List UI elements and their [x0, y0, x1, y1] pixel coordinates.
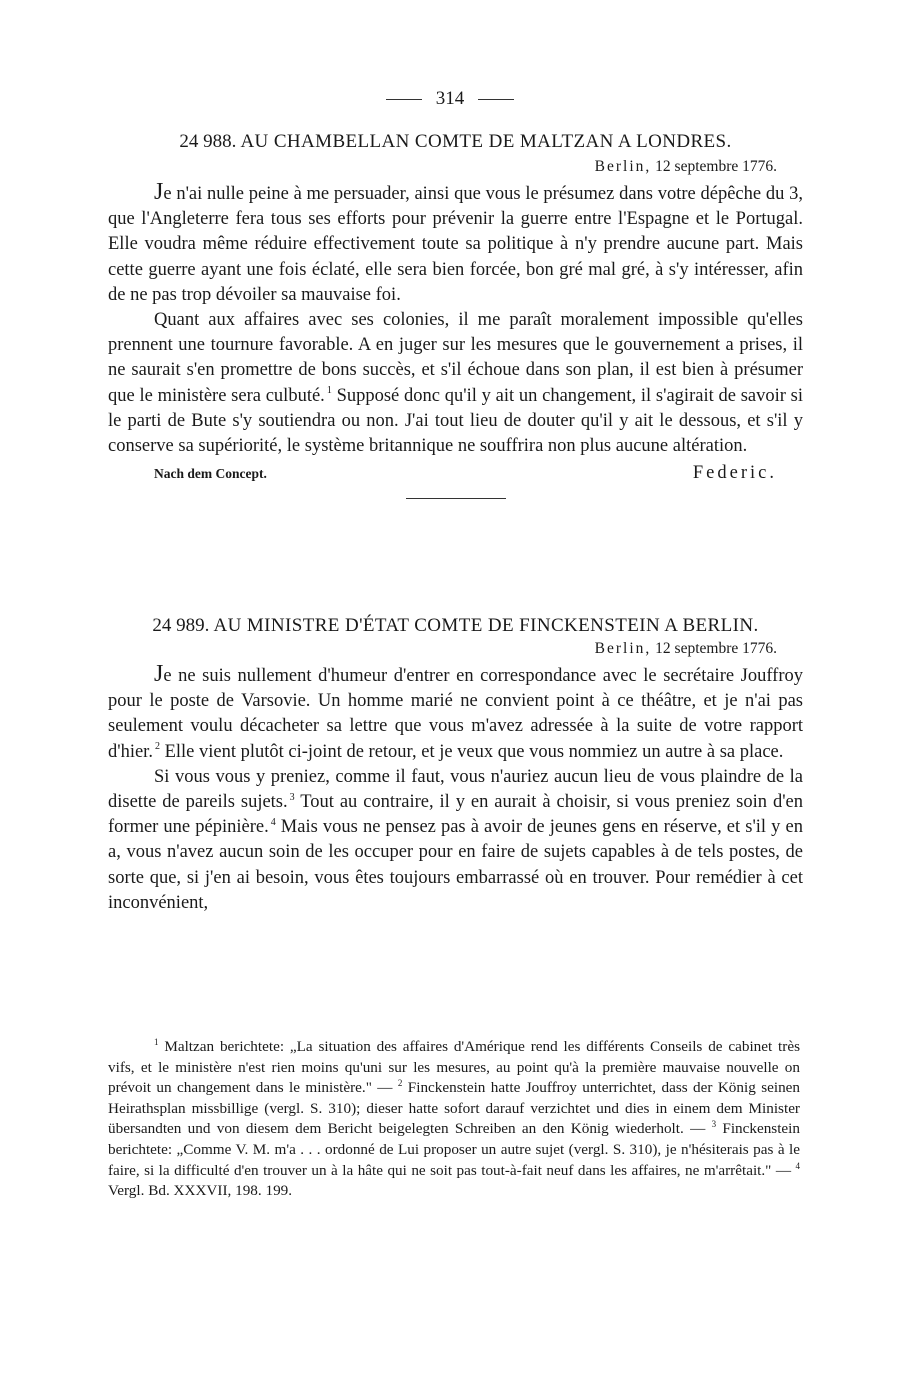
- page-number-dash-right: [478, 99, 514, 100]
- page-number: 314: [435, 88, 465, 109]
- signature-line: [108, 463, 803, 484]
- page-number-dash-left: [386, 99, 422, 100]
- footnote-text: Vergl. Bd. XXXVII, 198. 199.: [108, 1182, 293, 1200]
- letter-addressee: AU CHAMBELLAN COMTE DE MALTZAN A LONDRES.: [240, 131, 732, 152]
- letter-number: 24 989.: [152, 615, 210, 636]
- paragraph-text: e n'ai nulle peine à me persuader, ainsi que vous le présumez dans votre dépêche du 3, que l'Angleterre fera tous ses efforts pour prévenir la guerre entre l'Espagne et le Portugal. Elle voudra même réduire effectivement toute sa politique à n'y prendre aucune part. Mais cette guerre ayant une fois éclaté, elle sera bien forcée, bon gré mal gré, à s'y intéresser, afin de ne pas trop dévoiler sa mauvaise foi.: [108, 184, 803, 305]
- letter-dateline: [108, 156, 803, 178]
- letter-paragraph: [108, 765, 803, 916]
- letter-24989: [108, 614, 803, 916]
- letter-addressee: AU MINISTRE D'ÉTAT COMTE DE FINCKENSTEIN A BERLIN.: [213, 615, 759, 636]
- drop-initial: J: [154, 179, 164, 205]
- letter-number: 24 988.: [179, 131, 237, 152]
- letter-heading: [108, 614, 803, 638]
- page-number-line: [0, 86, 900, 112]
- source-note: Nach dem Concept.: [154, 466, 267, 482]
- footnote-ref: 2: [154, 741, 160, 753]
- letter-date: 12 septembre 1776.: [655, 158, 777, 175]
- letter-place: Berlin,: [594, 158, 652, 175]
- letter-date: 12 septembre 1776.: [655, 640, 777, 657]
- letter-paragraph: [108, 662, 803, 765]
- footnote-text: Finckenstein berichtete: „Comme V. M. m'a . . . ordonné de Lui proposer un autre sujet (vergl. S. 310), je n'hésiterais pas à le faire, si la difficulté d'en trouver un à la hâte qui ne soit pas tout-à-fait neuf dans les affaires, ne m'arrêtait." —: [108, 1120, 800, 1179]
- footnotes: [108, 1037, 800, 1202]
- footnote-number: 3: [711, 1119, 717, 1130]
- footnote-text: Maltzan berichtete: „La situation des affaires d'Amérique rend les différents Conseils de cabinet très vifs, et le ministère n'est rien moins qu'uni sur les mesures, au point qu'à la première mauvaise nouvelle on prévoit un changement dans le ministère." —: [108, 1038, 800, 1097]
- footnote-number: 1: [154, 1036, 159, 1047]
- paragraph-text: Quant aux affaires avec ses colonies, il me paraît moralement impossible qu'elles prennent une tournure favorable. A en juger sur les mesures que le gouvernement a prises, il ne saurait s'en promettre de bons succès, et s'il échoue dans son plan, il est bien à présumer que le ministère sera culbuté.: [108, 310, 803, 406]
- letter-24988: [108, 130, 803, 499]
- footnote-text: Finckenstein hatte Jouffroy unterrichtet, dass der König seinen Heirathsplan missbillige (vergl. S. 310); dieser hatte sofort darauf verzichtet und dies in einem dem Minister übersandten und von diesem dem Bericht beigelegten Schreiben an den König wiederholt. —: [108, 1079, 801, 1138]
- letter-paragraph: [108, 180, 803, 308]
- footnote-ref: 3: [289, 791, 295, 803]
- paragraph-text: Mais vous ne pensez pas à avoir de jeunes gens en réserve, et s'il y en a, vous n'avez aucun soin de les occuper pour en faire de sujets capables à de tels postes, de sorte que, si j'en ai besoin, vous êtes toujours embarrassé où en trouver. Pour remédier à cet inconvénient,: [108, 817, 803, 913]
- paragraph-text: Supposé donc qu'il y ait un changement, il s'agirait de savoir si le parti de Bute s'y soutiendra ou non. J'ai tout lieu de douter qu'il y ait le dessous, et s'il y conserve sa supériorité, le système britannique ne souffrira non plus aucune altération.: [108, 385, 804, 457]
- signature: Federic.: [692, 463, 777, 484]
- letter-paragraph: [108, 308, 803, 459]
- footnote-number: 4: [795, 1160, 800, 1171]
- paragraph-text: Si vous vous y preniez, comme il faut, vous n'auriez aucun lieu de vous plaindre de la disette de pareils sujets.: [108, 766, 803, 813]
- paragraph-text: e ne suis nullement d'humeur d'entrer en correspondance avec le secrétaire Jouffroy pour le poste de Varsovie. Un homme marié ne convient point à ce théâtre, et je n'ai pas seulement voulu décacheter sa lettre que vous m'avez adressée à la suite de votre rapport d'hier.: [108, 666, 803, 762]
- letter-place: Berlin,: [594, 640, 652, 657]
- footnote-number: 2: [397, 1078, 403, 1089]
- letter-dateline: [108, 638, 803, 660]
- section-divider: [406, 498, 506, 499]
- letter-heading: [108, 130, 803, 154]
- drop-initial: J: [154, 661, 164, 687]
- paragraph-text: Tout au contraire, il y en aurait à choisir, si vous preniez soin d'en former une pépinière.: [108, 792, 803, 838]
- footnote-ref: 1: [326, 385, 332, 397]
- paragraph-text: Elle vient plutôt ci-joint de retour, et je veux que vous nommiez un autre à sa place.: [159, 741, 784, 762]
- footnote-ref: 4: [270, 817, 276, 829]
